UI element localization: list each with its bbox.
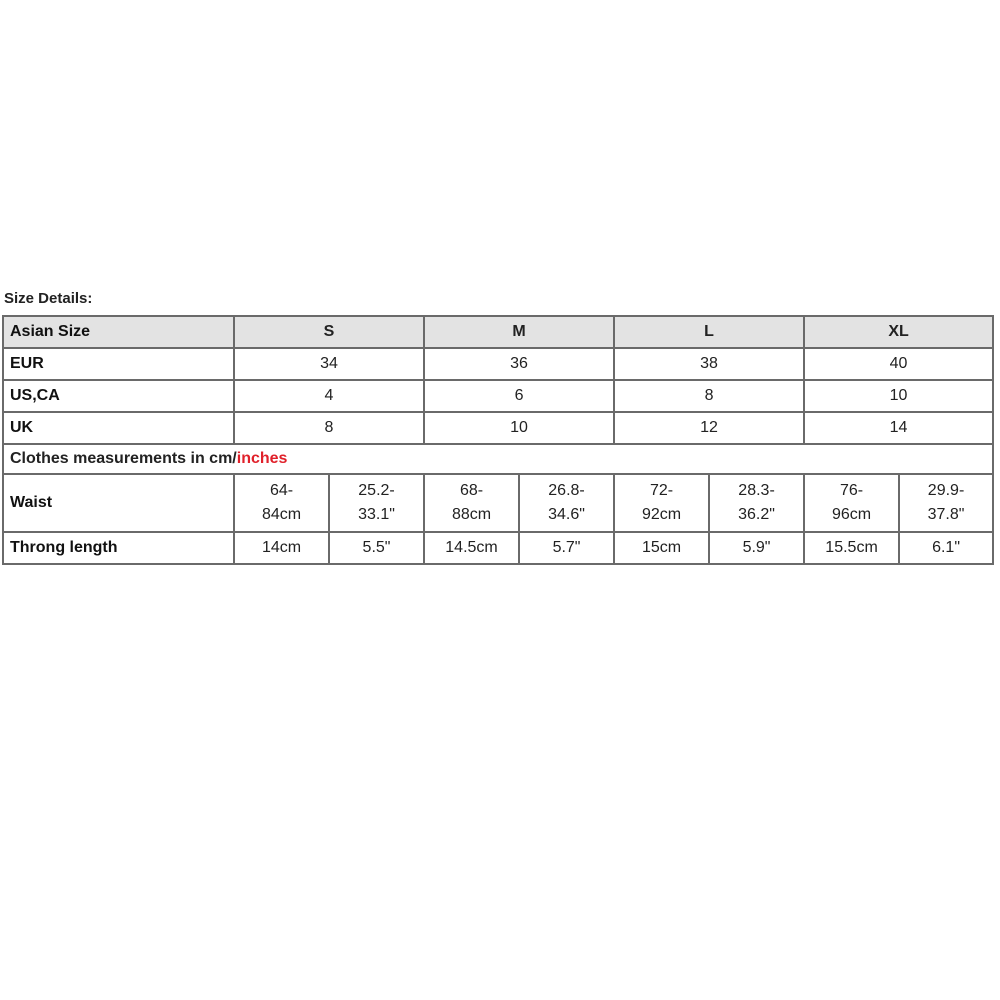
table-cell: 38	[614, 348, 804, 380]
measurements-heading-inches: inches	[236, 450, 288, 467]
row-label: UK	[3, 412, 234, 444]
row-label: Waist	[3, 474, 234, 532]
measurements-heading-row	[3, 444, 993, 474]
table-cell: 34	[234, 348, 424, 380]
table-row-waist	[3, 474, 993, 532]
table-cell-cm: 15.5cm	[804, 532, 899, 564]
table-cell: 8	[614, 380, 804, 412]
cm-bottom: 88cm	[451, 506, 492, 523]
size-header-l: L	[614, 316, 804, 348]
measurements-heading	[3, 444, 993, 474]
table-cell-inch: 5.9"	[709, 532, 804, 564]
header-row	[3, 316, 993, 348]
inch-bottom: 36.2"	[738, 506, 775, 523]
cm-top: 76-	[839, 482, 864, 499]
table-cell-inch	[709, 474, 804, 532]
table-cell-cm: 14cm	[234, 532, 329, 564]
page-title: Size Details:	[4, 290, 93, 307]
inch-bottom: 37.8"	[927, 506, 965, 523]
table-cell-inch	[329, 474, 424, 532]
inch-top: 25.2-	[358, 482, 395, 499]
cm-bottom: 96cm	[831, 506, 872, 523]
table-row-eur	[3, 348, 993, 380]
header-label: Asian Size	[3, 316, 234, 348]
row-label: Throng length	[3, 532, 234, 564]
table-cell: 4	[234, 380, 424, 412]
inch-top: 28.3-	[738, 482, 775, 499]
table-cell-cm	[424, 474, 519, 532]
cm-bottom: 92cm	[641, 506, 682, 523]
table-cell: 40	[804, 348, 993, 380]
table-row-us-ca	[3, 380, 993, 412]
inch-top: 26.8-	[548, 482, 585, 499]
table-cell: 6	[424, 380, 614, 412]
cm-top: 68-	[459, 482, 484, 499]
size-header-m: M	[424, 316, 614, 348]
size-header-s: S	[234, 316, 424, 348]
table-cell-cm: 14.5cm	[424, 532, 519, 564]
cm-bottom: 84cm	[261, 506, 302, 523]
cm-top: 64-	[269, 482, 294, 499]
table-cell-inch	[899, 474, 993, 532]
table-cell-cm	[804, 474, 899, 532]
table-cell-cm	[614, 474, 709, 532]
table-cell: 8	[234, 412, 424, 444]
row-label: EUR	[3, 348, 234, 380]
table-row-uk	[3, 412, 993, 444]
size-table	[2, 315, 994, 565]
table-cell-cm: 15cm	[614, 532, 709, 564]
table-cell-inch: 5.7"	[519, 532, 614, 564]
table-cell: 10	[804, 380, 993, 412]
inch-bottom: 34.6"	[548, 506, 585, 523]
measurements-heading-prefix: Clothes measurements in cm/	[10, 450, 237, 467]
table-cell-inch: 5.5"	[329, 532, 424, 564]
inch-bottom: 33.1"	[358, 506, 395, 523]
table-cell: 12	[614, 412, 804, 444]
table-cell: 36	[424, 348, 614, 380]
table-row-throng-length	[3, 532, 993, 564]
table-cell-inch	[519, 474, 614, 532]
size-header-xl: XL	[804, 316, 993, 348]
row-label: US,CA	[3, 380, 234, 412]
cm-top: 72-	[649, 482, 674, 499]
inch-top: 29.9-	[927, 482, 965, 499]
table-cell-cm	[234, 474, 329, 532]
table-cell-inch: 6.1"	[899, 532, 993, 564]
table-cell: 10	[424, 412, 614, 444]
table-cell: 14	[804, 412, 993, 444]
